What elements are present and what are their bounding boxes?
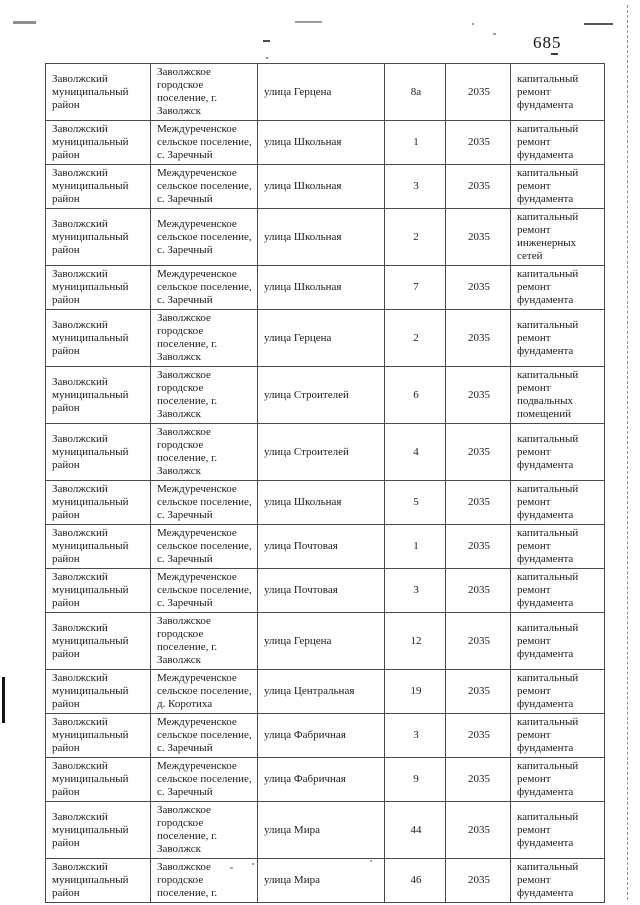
house-number-cell: 19 xyxy=(385,670,446,714)
work-type-cell: капитальный ремонт фундамента xyxy=(511,165,605,209)
table-row xyxy=(46,367,605,424)
house-number-cell: 2 xyxy=(385,209,446,266)
street-cell: улица Фабричная xyxy=(258,758,385,802)
table-row xyxy=(46,569,605,613)
table-row xyxy=(46,859,605,903)
street-cell: улица Строителей xyxy=(258,367,385,424)
district-cell: Заволжский муниципальный район xyxy=(46,802,151,859)
street-cell: улица Школьная xyxy=(258,209,385,266)
district-cell: Заволжский муниципальный район xyxy=(46,859,151,903)
house-number-cell: 7 xyxy=(385,266,446,310)
table-row xyxy=(46,802,605,859)
work-type-cell: капитальный ремонт фундамента xyxy=(511,714,605,758)
district-cell: Заволжский муниципальный район xyxy=(46,525,151,569)
settlement-cell: Междуреченское сельское поселение, с. Заречный xyxy=(151,121,258,165)
year-cell: 2035 xyxy=(446,859,511,903)
house-number-cell: 12 xyxy=(385,613,446,670)
street-cell: улица Герцена xyxy=(258,613,385,670)
work-type-cell: капитальный ремонт фундамента xyxy=(511,758,605,802)
street-cell: улица Почтовая xyxy=(258,569,385,613)
district-cell: Заволжский муниципальный район xyxy=(46,266,151,310)
street-cell: улица Мира xyxy=(258,859,385,903)
year-cell: 2035 xyxy=(446,758,511,802)
year-cell: 2035 xyxy=(446,121,511,165)
year-cell: 2035 xyxy=(446,714,511,758)
repair-plan-table-body xyxy=(46,64,605,903)
settlement-cell: Междуреченское сельское поселение, с. Заречный xyxy=(151,569,258,613)
table-row xyxy=(46,714,605,758)
work-type-cell: капитальный ремонт инженерных сетей xyxy=(511,209,605,266)
table-row xyxy=(46,64,605,121)
street-cell: улица Герцена xyxy=(258,310,385,367)
district-cell: Заволжский муниципальный район xyxy=(46,758,151,802)
settlement-cell: Междуреченское сельское поселение, с. Заречный xyxy=(151,758,258,802)
district-cell: Заволжский муниципальный район xyxy=(46,613,151,670)
district-cell: Заволжский муниципальный район xyxy=(46,714,151,758)
house-number-cell: 5 xyxy=(385,481,446,525)
street-cell: улица Герцена xyxy=(258,64,385,121)
scan-dash-top-left xyxy=(13,21,36,24)
settlement-cell: Междуреченское сельское поселение, с. Заречный xyxy=(151,266,258,310)
house-number-cell: 46 xyxy=(385,859,446,903)
table-row xyxy=(46,758,605,802)
street-cell: улица Строителей xyxy=(258,424,385,481)
year-cell: 2035 xyxy=(446,481,511,525)
house-number-cell: 1 xyxy=(385,121,446,165)
district-cell: Заволжский муниципальный район xyxy=(46,670,151,714)
district-cell: Заволжский муниципальный район xyxy=(46,481,151,525)
district-cell: Заволжский муниципальный район xyxy=(46,424,151,481)
district-cell: Заволжский муниципальный район xyxy=(46,121,151,165)
work-type-cell: капитальный ремонт фундамента xyxy=(511,525,605,569)
settlement-cell: Междуреченское сельское поселение, д. Коротиха xyxy=(151,670,258,714)
table-row xyxy=(46,481,605,525)
work-type-cell: капитальный ремонт фундамента xyxy=(511,266,605,310)
scan-dash-under-page-number xyxy=(551,53,558,55)
house-number-cell: 1 xyxy=(385,525,446,569)
house-number-cell: 3 xyxy=(385,714,446,758)
table-row xyxy=(46,165,605,209)
settlement-cell: Междуреченское сельское поселение, с. Заречный xyxy=(151,714,258,758)
district-cell: Заволжский муниципальный район xyxy=(46,367,151,424)
house-number-cell: 44 xyxy=(385,802,446,859)
house-number-cell: 8а xyxy=(385,64,446,121)
work-type-cell: капитальный ремонт фундамента xyxy=(511,670,605,714)
house-number-cell: 3 xyxy=(385,165,446,209)
scan-speck xyxy=(266,57,268,59)
table-row xyxy=(46,266,605,310)
year-cell: 2035 xyxy=(446,165,511,209)
settlement-cell: Заволжское городское поселение, г. Заволжск xyxy=(151,613,258,670)
work-type-cell: капитальный ремонт фундамента xyxy=(511,802,605,859)
year-cell: 2035 xyxy=(446,424,511,481)
settlement-cell: Заволжское городское поселение, г. Заволжск xyxy=(151,64,258,121)
settlement-cell: Междуреченское сельское поселение, с. Заречный xyxy=(151,165,258,209)
district-cell: Заволжский муниципальный район xyxy=(46,64,151,121)
year-cell: 2035 xyxy=(446,367,511,424)
scan-speck xyxy=(263,40,270,42)
work-type-cell: капитальный ремонт фундамента xyxy=(511,481,605,525)
table-row xyxy=(46,310,605,367)
street-cell: улица Почтовая xyxy=(258,525,385,569)
scan-dash-top-center xyxy=(295,21,322,23)
work-type-cell: капитальный ремонт подвальных помещений xyxy=(511,367,605,424)
street-cell: улица Школьная xyxy=(258,121,385,165)
year-cell: 2035 xyxy=(446,613,511,670)
scan-dash-top-right xyxy=(584,23,613,25)
settlement-cell: Заволжское городское поселение, г. Заволжск xyxy=(151,424,258,481)
scan-speck xyxy=(472,23,474,25)
year-cell: 2035 xyxy=(446,569,511,613)
district-cell: Заволжский муниципальный район xyxy=(46,310,151,367)
year-cell: 2035 xyxy=(446,64,511,121)
repair-plan-table xyxy=(45,63,605,903)
settlement-cell: Заволжское городское поселение, г. Заволжск xyxy=(151,367,258,424)
district-cell: Заволжский муниципальный район xyxy=(46,209,151,266)
year-cell: 2035 xyxy=(446,310,511,367)
year-cell: 2035 xyxy=(446,525,511,569)
scan-edge-dashed-line xyxy=(627,5,628,900)
house-number-cell: 4 xyxy=(385,424,446,481)
street-cell: улица Фабричная xyxy=(258,714,385,758)
work-type-cell: капитальный ремонт фундамента xyxy=(511,424,605,481)
year-cell: 2035 xyxy=(446,209,511,266)
work-type-cell: капитальный ремонт фундамента xyxy=(511,859,605,903)
work-type-cell: капитальный ремонт фундамента xyxy=(511,121,605,165)
table-row xyxy=(46,525,605,569)
settlement-cell: Заволжское городское поселение, г. Заволжск xyxy=(151,310,258,367)
page-number: 685 xyxy=(533,33,562,52)
table-row xyxy=(46,121,605,165)
house-number-cell: 6 xyxy=(385,367,446,424)
street-cell: улица Школьная xyxy=(258,266,385,310)
work-type-cell: капитальный ремонт фундамента xyxy=(511,310,605,367)
street-cell: улица Школьная xyxy=(258,165,385,209)
work-type-cell: капитальный ремонт фундамента xyxy=(511,613,605,670)
settlement-cell: Заволжское городское поселение, г. Заволжск xyxy=(151,802,258,859)
house-number-cell: 2 xyxy=(385,310,446,367)
year-cell: 2035 xyxy=(446,802,511,859)
settlement-cell: Междуреченское сельское поселение, с. Заречный xyxy=(151,481,258,525)
district-cell: Заволжский муниципальный район xyxy=(46,165,151,209)
house-number-cell: 9 xyxy=(385,758,446,802)
district-cell: Заволжский муниципальный район xyxy=(46,569,151,613)
table-row xyxy=(46,670,605,714)
settlement-cell: Заволжское городское поселение, г. xyxy=(151,859,258,903)
house-number-cell: 3 xyxy=(385,569,446,613)
work-type-cell: капитальный ремонт фундамента xyxy=(511,569,605,613)
settlement-cell: Междуреченское сельское поселение, с. Заречный xyxy=(151,209,258,266)
table-row xyxy=(46,209,605,266)
table-row xyxy=(46,613,605,670)
scan-speck xyxy=(493,33,496,35)
street-cell: улица Школьная xyxy=(258,481,385,525)
street-cell: улица Центральная xyxy=(258,670,385,714)
year-cell: 2035 xyxy=(446,670,511,714)
year-cell: 2035 xyxy=(446,266,511,310)
street-cell: улица Мира xyxy=(258,802,385,859)
settlement-cell: Междуреченское сельское поселение, с. Заречный xyxy=(151,525,258,569)
work-type-cell: капитальный ремонт фундамента xyxy=(511,64,605,121)
scan-edge-bar xyxy=(2,677,5,723)
table-row xyxy=(46,424,605,481)
